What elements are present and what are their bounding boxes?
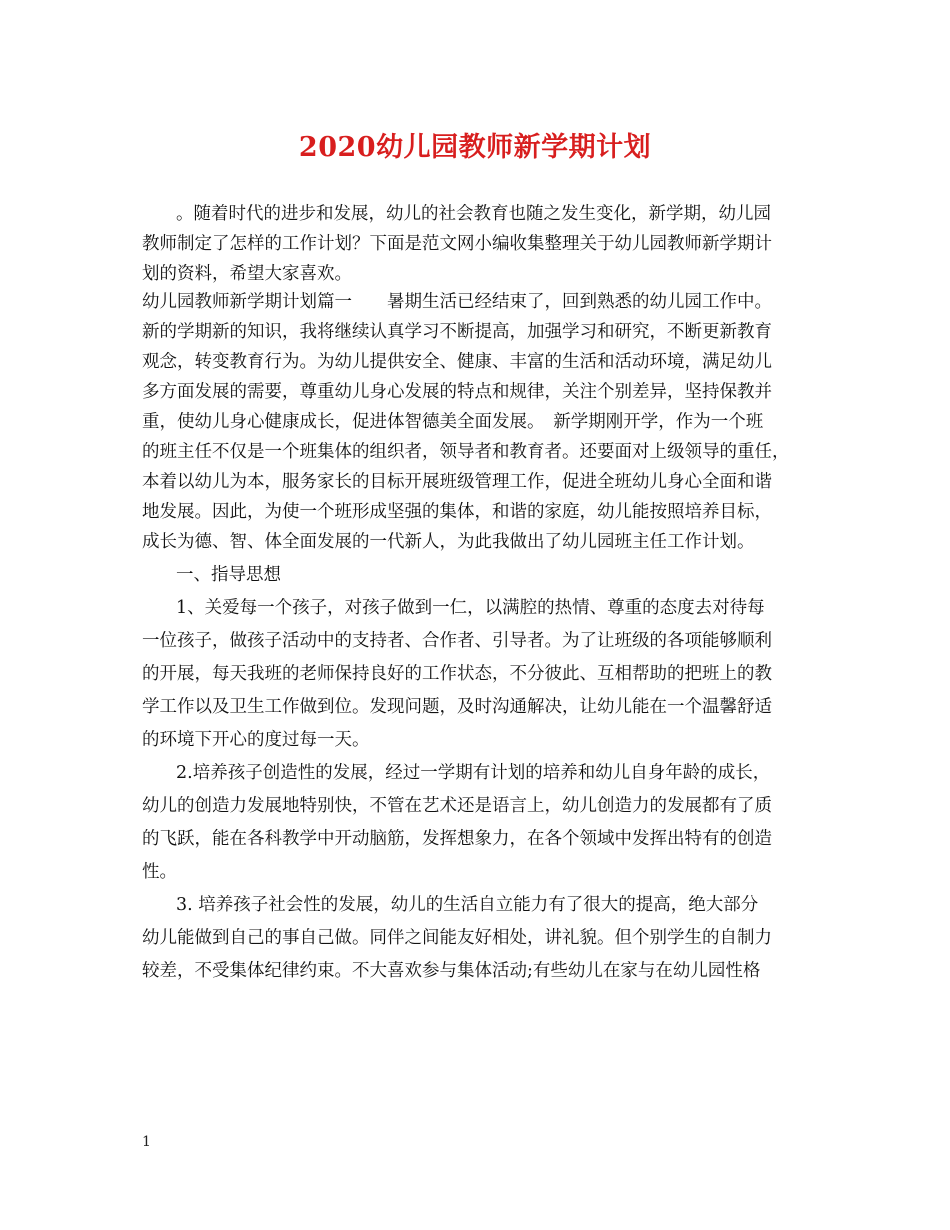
paragraph-line: 新的学期新的知识，我将继续认真学习不断提高，加强学习和研究，不断更新教育 — [142, 322, 772, 342]
paragraph-line: 学工作以及卫生工作做到位。发现问题，及时沟通解决，让幼儿能在一个温馨舒适 — [142, 697, 772, 717]
paragraph-line: 观念，转变教育行为。为幼儿提供安全、健康、丰富的生活和活动环境，满足幼儿 — [142, 352, 772, 372]
paragraph-line: 1、关爱每一个孩子，对孩子做到一仁，以满腔的热情、尊重的态度去对待每 — [176, 598, 765, 618]
paragraph-line: 。随着时代的进步和发展，幼儿的社会教育也随之发生变化，新学期，幼儿园 — [176, 204, 771, 224]
paragraph-line: 重，使幼儿身心健康成长，促进体智德美全面发展。 新学期刚开学，作为一个班 — [142, 412, 764, 432]
paragraph-line: 幼儿能做到自己的事自己做。同伴之间能友好相处，讲礼貌。但个别学生的自制力 — [142, 928, 772, 948]
paragraph-line: 的班主任不仅是一个班集体的组织者，领导者和教育者。还要面对上级领导的重任， — [142, 442, 790, 462]
paragraph-line: 的飞跃，能在各科教学中开动脑筋，发挥想象力，在各个领域中发挥出特有的创造 — [142, 829, 772, 849]
page-number: 1 — [142, 1134, 151, 1150]
paragraph-line: 较差，不受集体纪律约束。不大喜欢参与集体活动;有些幼儿在家与在幼儿园性格 — [142, 961, 761, 981]
paragraph-line: 成长为德、智、体全面发展的一代新人，为此我做出了幼儿园班主任工作计划。 — [142, 532, 755, 552]
paragraph-line: 的开展，每天我班的老师保持良好的工作状态，不分彼此、互相帮助的把班上的教 — [142, 664, 772, 684]
paragraph-line: 地发展。因此，为使一个班形成坚强的集体，和谐的家庭，幼儿能按照培养目标， — [142, 502, 772, 522]
paragraph-line: 3. 培养孩子社会性的发展，幼儿的生活自立能力有了很大的提高，绝大部分 — [176, 895, 759, 915]
paragraph-line: 2.培养孩子创造性的发展，经过一学期有计划的培养和幼儿自身年龄的成长， — [176, 763, 771, 783]
paragraph-line: 的环境下开心的度过每一天。 — [142, 730, 370, 750]
paragraph-line: 一位孩子，做孩子活动中的支持者、合作者、引导者。为了让班级的各项能够顺利 — [142, 631, 772, 651]
paragraph-line: 本着以幼儿为本，服务家长的目标开展班级管理工作，促进全班幼儿身心全面和谐 — [142, 472, 772, 492]
paragraph-line: 幼儿园教师新学期计划篇一 暑期生活已经结束了，回到熟悉的幼儿园工作中。 — [142, 292, 772, 312]
paragraph-line: 幼儿的创造力发展地特别快，不管在艺术还是语言上，幼儿创造力的发展都有了质 — [142, 796, 772, 816]
paragraph-line: 划的资料，希望大家喜欢。 — [142, 264, 352, 284]
paragraph-line: 性。 — [142, 862, 177, 882]
section-heading: 一、指导思想 — [176, 565, 281, 585]
paragraph-line: 多方面发展的需要，尊重幼儿身心发展的特点和规律，关注个别差异，坚持保教并 — [142, 382, 772, 402]
paragraph-line: 教师制定了怎样的工作计划？下面是范文网小编收集整理关于幼儿园教师新学期计 — [142, 234, 772, 254]
document-title: 2020幼儿园教师新学期计划 — [298, 132, 652, 163]
document-body — [142, 199, 824, 986]
